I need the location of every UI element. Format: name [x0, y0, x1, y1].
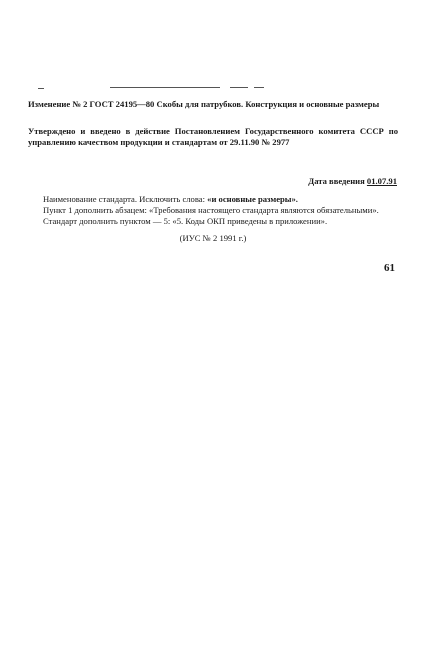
paragraph-1-text: Наименование стандарта. Исключить слова: [43, 194, 205, 204]
approval-block [28, 126, 398, 148]
top-rule-main [110, 87, 220, 88]
source-reference: (ИУС № 2 1991 г.) [179, 233, 247, 243]
amendment-body [28, 194, 398, 244]
paragraph-1 [28, 194, 398, 205]
page-number: 61 [384, 262, 395, 274]
effective-date [308, 176, 397, 187]
amendment-title: Изменение № 2 ГОСТ 24195—80 Скобы для патрубков. Конструкция и основные размеры [28, 99, 380, 109]
effective-date-label: Дата введения [308, 176, 365, 186]
top-rule-short-2 [254, 87, 264, 88]
effective-date-value: 01.07.91 [366, 176, 397, 186]
approval-text: Утверждено и введено в действие Постановлением Государственного комитета СССР по управлению качеством продукции и стандартам от 29.11.90 № 2977 [28, 126, 398, 147]
paragraph-1-bold: «и основные размеры». [207, 194, 298, 204]
amendment-header [28, 99, 398, 110]
paragraph-2: Пункт 1 дополнить абзацем: «Требования настоящего стандарта являются обязательными». [43, 205, 379, 215]
top-rule-short-1 [230, 87, 248, 88]
top-rule-left-mark [38, 88, 44, 89]
paragraph-3: Стандарт дополнить пунктом — 5: «5. Коды ОКП приведены в приложении». [43, 216, 328, 226]
